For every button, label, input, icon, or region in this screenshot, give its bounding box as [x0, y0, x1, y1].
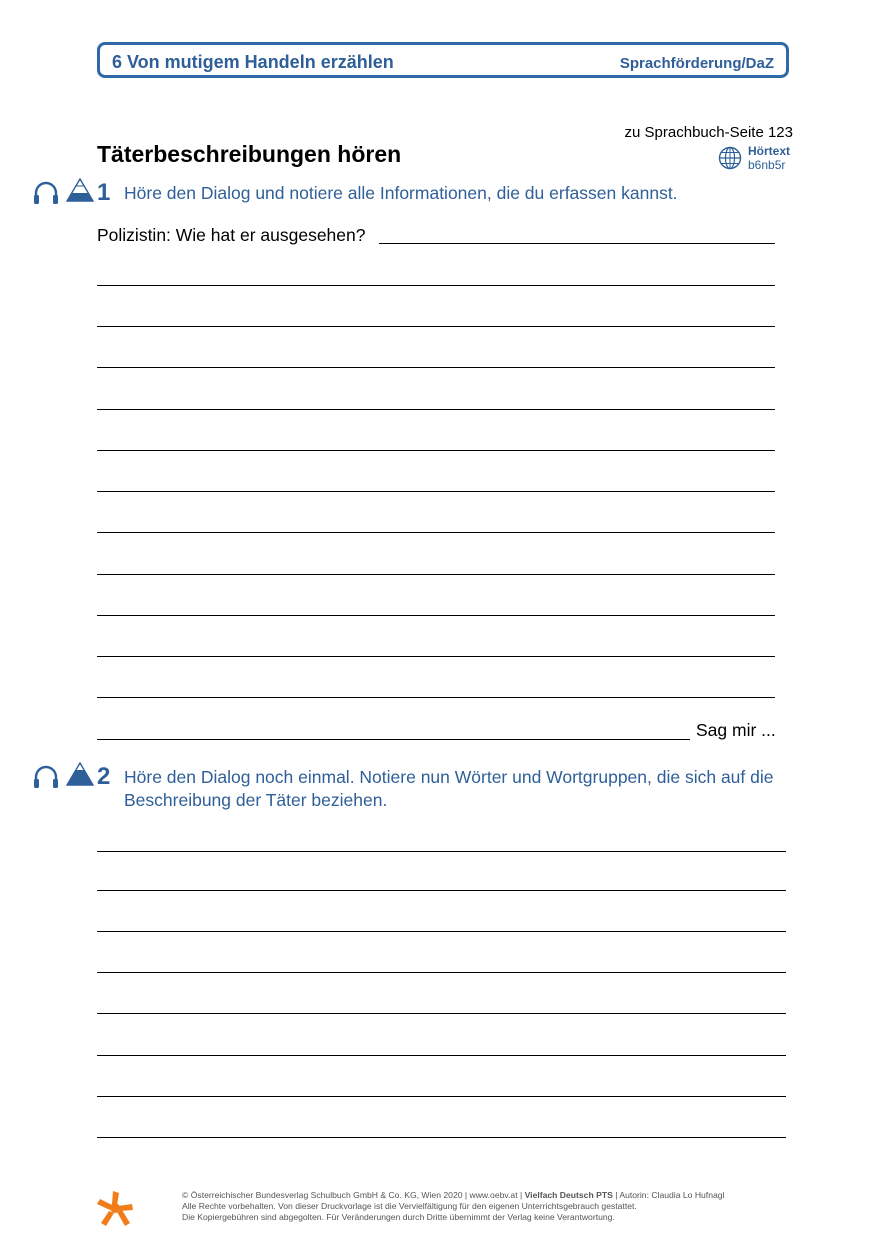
answer-line[interactable] [97, 367, 775, 368]
task1-prompt: Polizistin: Wie hat er ausgesehen? [97, 225, 366, 245]
hortext-code: b6nb5r [748, 158, 786, 172]
task1-instruction: Höre den Dialog und notiere alle Informationen, die du erfassen kannst. [124, 183, 678, 203]
footer-line3: Die Kopiergebühren sind abgegolten. Für Veränderungen durch Dritte übernimmt der Verlag keine Verantwortung. [182, 1212, 615, 1222]
hortext-label: Hörtext [748, 144, 791, 158]
task1-icons [32, 178, 94, 208]
answer-line[interactable] [97, 1137, 786, 1138]
task1-number: 1 [97, 179, 111, 206]
task2-icons [32, 762, 94, 792]
answer-line[interactable] [97, 615, 775, 616]
answer-line[interactable] [97, 972, 786, 973]
answer-line[interactable] [97, 851, 786, 852]
task2-instruction-line1: Höre den Dialog noch einmal. Notiere nun Wörter und Wortgruppen, die sich auf die [124, 767, 774, 787]
answer-line[interactable] [379, 243, 775, 244]
answer-line[interactable] [97, 931, 786, 932]
answer-line[interactable] [97, 739, 690, 740]
globe-icon [718, 146, 742, 170]
task1-closing: Sag mir ... [696, 720, 776, 740]
page-title: Täterbeschreibungen hören [97, 141, 402, 167]
pyramid-level-icon [66, 762, 94, 786]
answer-line[interactable] [97, 697, 775, 698]
answer-line[interactable] [97, 656, 775, 657]
headphones-icon [32, 764, 60, 790]
pyramid-level-icon [66, 178, 94, 202]
answer-line[interactable] [97, 574, 775, 575]
headphones-icon [32, 180, 60, 206]
publisher-logo-icon [96, 1190, 134, 1228]
chapter-title: 6 Von mutigem Handeln erzählen [112, 52, 394, 72]
hortext-link[interactable] [718, 144, 798, 174]
answer-line[interactable] [97, 409, 775, 410]
answer-line[interactable] [97, 285, 775, 286]
answer-line[interactable] [97, 532, 775, 533]
page-reference: zu Sprachbuch-Seite 123 [624, 124, 793, 141]
footer-line2: Alle Rechte vorbehalten. Von dieser Druckvorlage ist die Vervielfältigung für den eigenen Unterrichtsgebrauch gestattet. [182, 1201, 637, 1211]
section-label: Sprachförderung/DaZ [619, 55, 774, 72]
chapter-header [97, 42, 789, 78]
answer-line[interactable] [97, 1013, 786, 1014]
footer-copyright [182, 1190, 782, 1223]
answer-line[interactable] [97, 890, 786, 891]
answer-line[interactable] [97, 326, 775, 327]
task2-number: 2 [97, 763, 111, 790]
answer-line[interactable] [97, 450, 775, 451]
task2-instruction-line2: Beschreibung der Täter beziehen. [124, 790, 388, 810]
answer-line[interactable] [97, 1055, 786, 1056]
footer-line1: © Österreichischer Bundesverlag Schulbuch GmbH & Co. KG, Wien 2020 | www.oebv.at | Vielfach Deutsch PTS | Autorin: Claudia Lo Hufnagl [182, 1190, 725, 1200]
answer-line[interactable] [97, 1096, 786, 1097]
answer-line[interactable] [97, 491, 775, 492]
